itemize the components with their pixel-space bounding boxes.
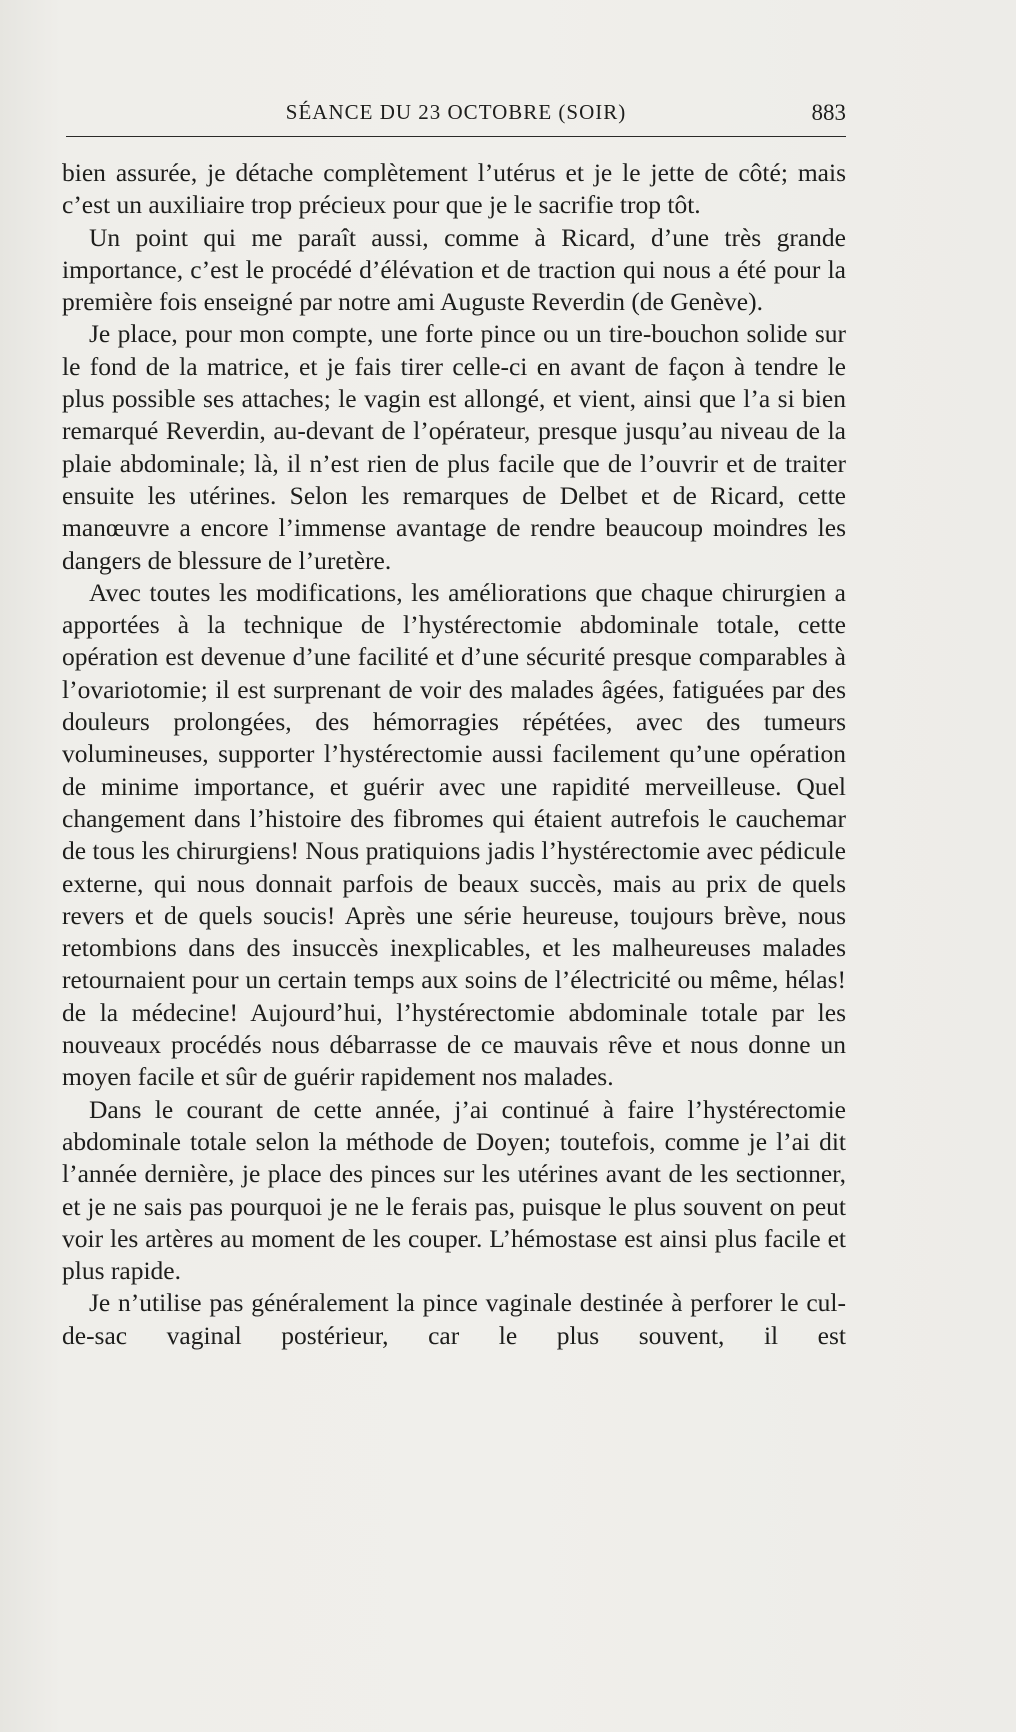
body-text [62, 157, 846, 1352]
page-header [66, 98, 846, 128]
paragraph-2: Un point qui me paraît aussi, comme à Ricard, d’une très grande importance, c’est le procédé d’élévation et de traction qui nous a été pour la première fois enseigné par notre ami Auguste Reverdin (de Genève). [62, 222, 846, 317]
paragraph-5: Dans le courant de cette année, j’ai continué à faire l’hystérectomie abdominale totale selon la méthode de Doyen; toutefois, comme je l’ai dit l’année dernière, je place des pinces sur les utérines avant de les sectionner, et je ne sais pas pourquoi je ne le ferais pas, puisque le plus souvent on peut voir les artères au moment de les couper. L’hémostase est ainsi plus facile et plus rapide. [62, 1094, 846, 1286]
paragraph-6: Je n’utilise pas généralement la pince vaginale destinée à perforer le cul-de-sac vaginal postérieur, car le plus souvent, il est [62, 1288, 846, 1350]
paragraph-4: Avec toutes les modifications, les améliorations que chaque chirurgien a apportées à la technique de l’hystérectomie abdominale totale, cette opération est devenue d’une facilité et d’une sécurité presque comparables à l’ovariotomie; il est surprenant de voir des malades âgées, fatiguées par des douleurs prolongées, des hémorragies répétées, avec des tumeurs volumineuses, supporter l’hystérectomie aussi facilement qu’une opération de minime importance, et guérir avec une rapidité merveilleuse. Quel changement dans l’histoire des fibromes qui étaient autrefois le cauchemar de tous les chirurgiens! Nous pratiquions jadis l’hystérectomie avec pédicule externe, qui nous donnait parfois de beaux succès, mais au prix de quels revers et de quels soucis! Après une série heureuse, toujours brève, nous retombions dans des insuccès inexplicables, et les malheureuses malades retournaient pour un certain temps aux soins de l’électricité ou même, hélas! de la médecine! Aujourd’hui, l’hystérectomie abdominale totale par les nouveaux procédés nous débarrasse de ce mauvais rêve et nous donne un moyen facile et sûr de guérir rapidement nos malades. [62, 577, 846, 1092]
header-rule [66, 136, 846, 137]
running-head: SÉANCE DU 23 OCTOBRE (SOIR) [285, 100, 627, 124]
paragraph-1: bien assurée, je détache complètement l’utérus et je le jette de côté; mais c’est un auxiliaire trop précieux pour que je le sacrifie trop tôt. [62, 158, 846, 220]
paragraph-3: Je place, pour mon compte, une forte pince ou un tire-bouchon solide sur le fond de la matrice, et je fais tirer celle-ci en avant de façon à tendre le plus possible ses attaches; le vagin est allongé, et vient, ainsi que l’a si bien remarqué Reverdin, au-devant de l’opérateur, presque jusqu’au niveau de la plaie abdominale; là, il n’est rien de plus facile que de l’ouvrir et de traiter ensuite les utérines. Selon les remarques de Delbet et de Ricard, cette manœuvre a encore l’immense avantage de rendre beaucoup moindres les dangers de blessure de l’uretère. [62, 319, 846, 575]
page-number: 883 [811, 100, 846, 125]
